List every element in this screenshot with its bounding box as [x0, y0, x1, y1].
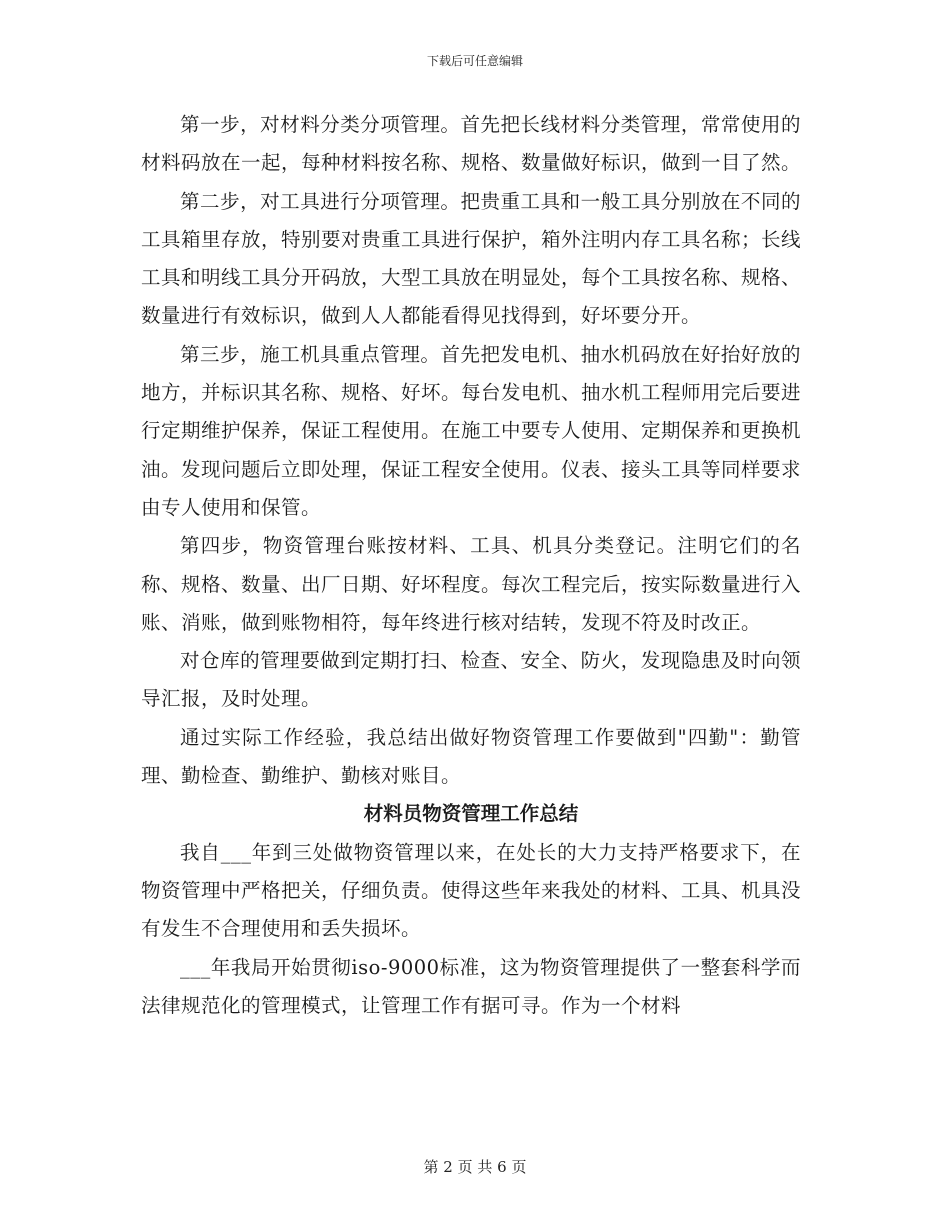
paragraph-step-1: 第一步，对材料分类分项管理。首先把长线材料分类管理，常常使用的材料码放在一起，每种材料按名称、规格、数量做好标识，做到一目了然。 — [141, 113, 802, 175]
paragraph-four-diligences: 通过实际工作经验，我总结出做好物资管理工作要做到"四勤"：勤管理、勤检查、勤维护、勤核对账目。 — [141, 725, 801, 788]
paragraph-warehouse: 对仓库的管理要做到定期打扫、检查、安全、防火，发现隐患及时向领导汇报，及时处理。 — [141, 649, 801, 711]
paragraph-iso: ___年我局开始贯彻iso-9000标准，这为物资管理提供了一整套科学而法律规范化的管理模式，让管理工作有据可寻。作为一个材料 — [141, 955, 801, 1017]
paragraph-step-3: 第三步，施工机具重点管理。首先把发电机、抽水机码放在好抬好放的地方，并标识其名称、规格、好坏。每台发电机、抽水机工程师用完后要进行定期维护保养，保证工程使用。在施工中要专人使用、定期保养和更换机油。发现问题后立即处理，保证工程安全使用。仪表、接头工具等同样要求由专人使用和保管。 — [141, 342, 802, 519]
paragraph-step-2: 第二步，对工具进行分项管理。把贵重工具和一般工具分别放在不同的工具箱里存放，特别要对贵重工具进行保护，箱外注明内存工具名称；长线工具和明线工具分开码放，大型工具放在明显处，每个工具按名称、规格、数量进行有效标识，做到人人都能看得见找得到，好坏要分开。 — [141, 189, 802, 328]
page-header: 下载后可任意编辑 — [426, 54, 523, 68]
page-footer: 第 2 页 共 6 页 — [423, 1158, 527, 1176]
paragraph-step-4: 第四步，物资管理台账按材料、工具、机具分类登记。注明它们的名称、规格、数量、出厂日期、好坏程度。每次工程完后，按实际数量进行入账、消账，做到账物相符，每年终进行核对结转，发现不符及时改正。 — [141, 534, 802, 634]
paragraph-intro: 我自___年到三处做物资管理以来，在处长的大力支持严格要求下，在物资管理中严格把关，仔细负责。使得这些年来我处的材料、工具、机具没有发生不合理使用和丢失损坏。 — [141, 840, 802, 941]
section-title: 材料员物资管理工作总结 — [363, 802, 579, 826]
document-body — [141, 106, 801, 1025]
